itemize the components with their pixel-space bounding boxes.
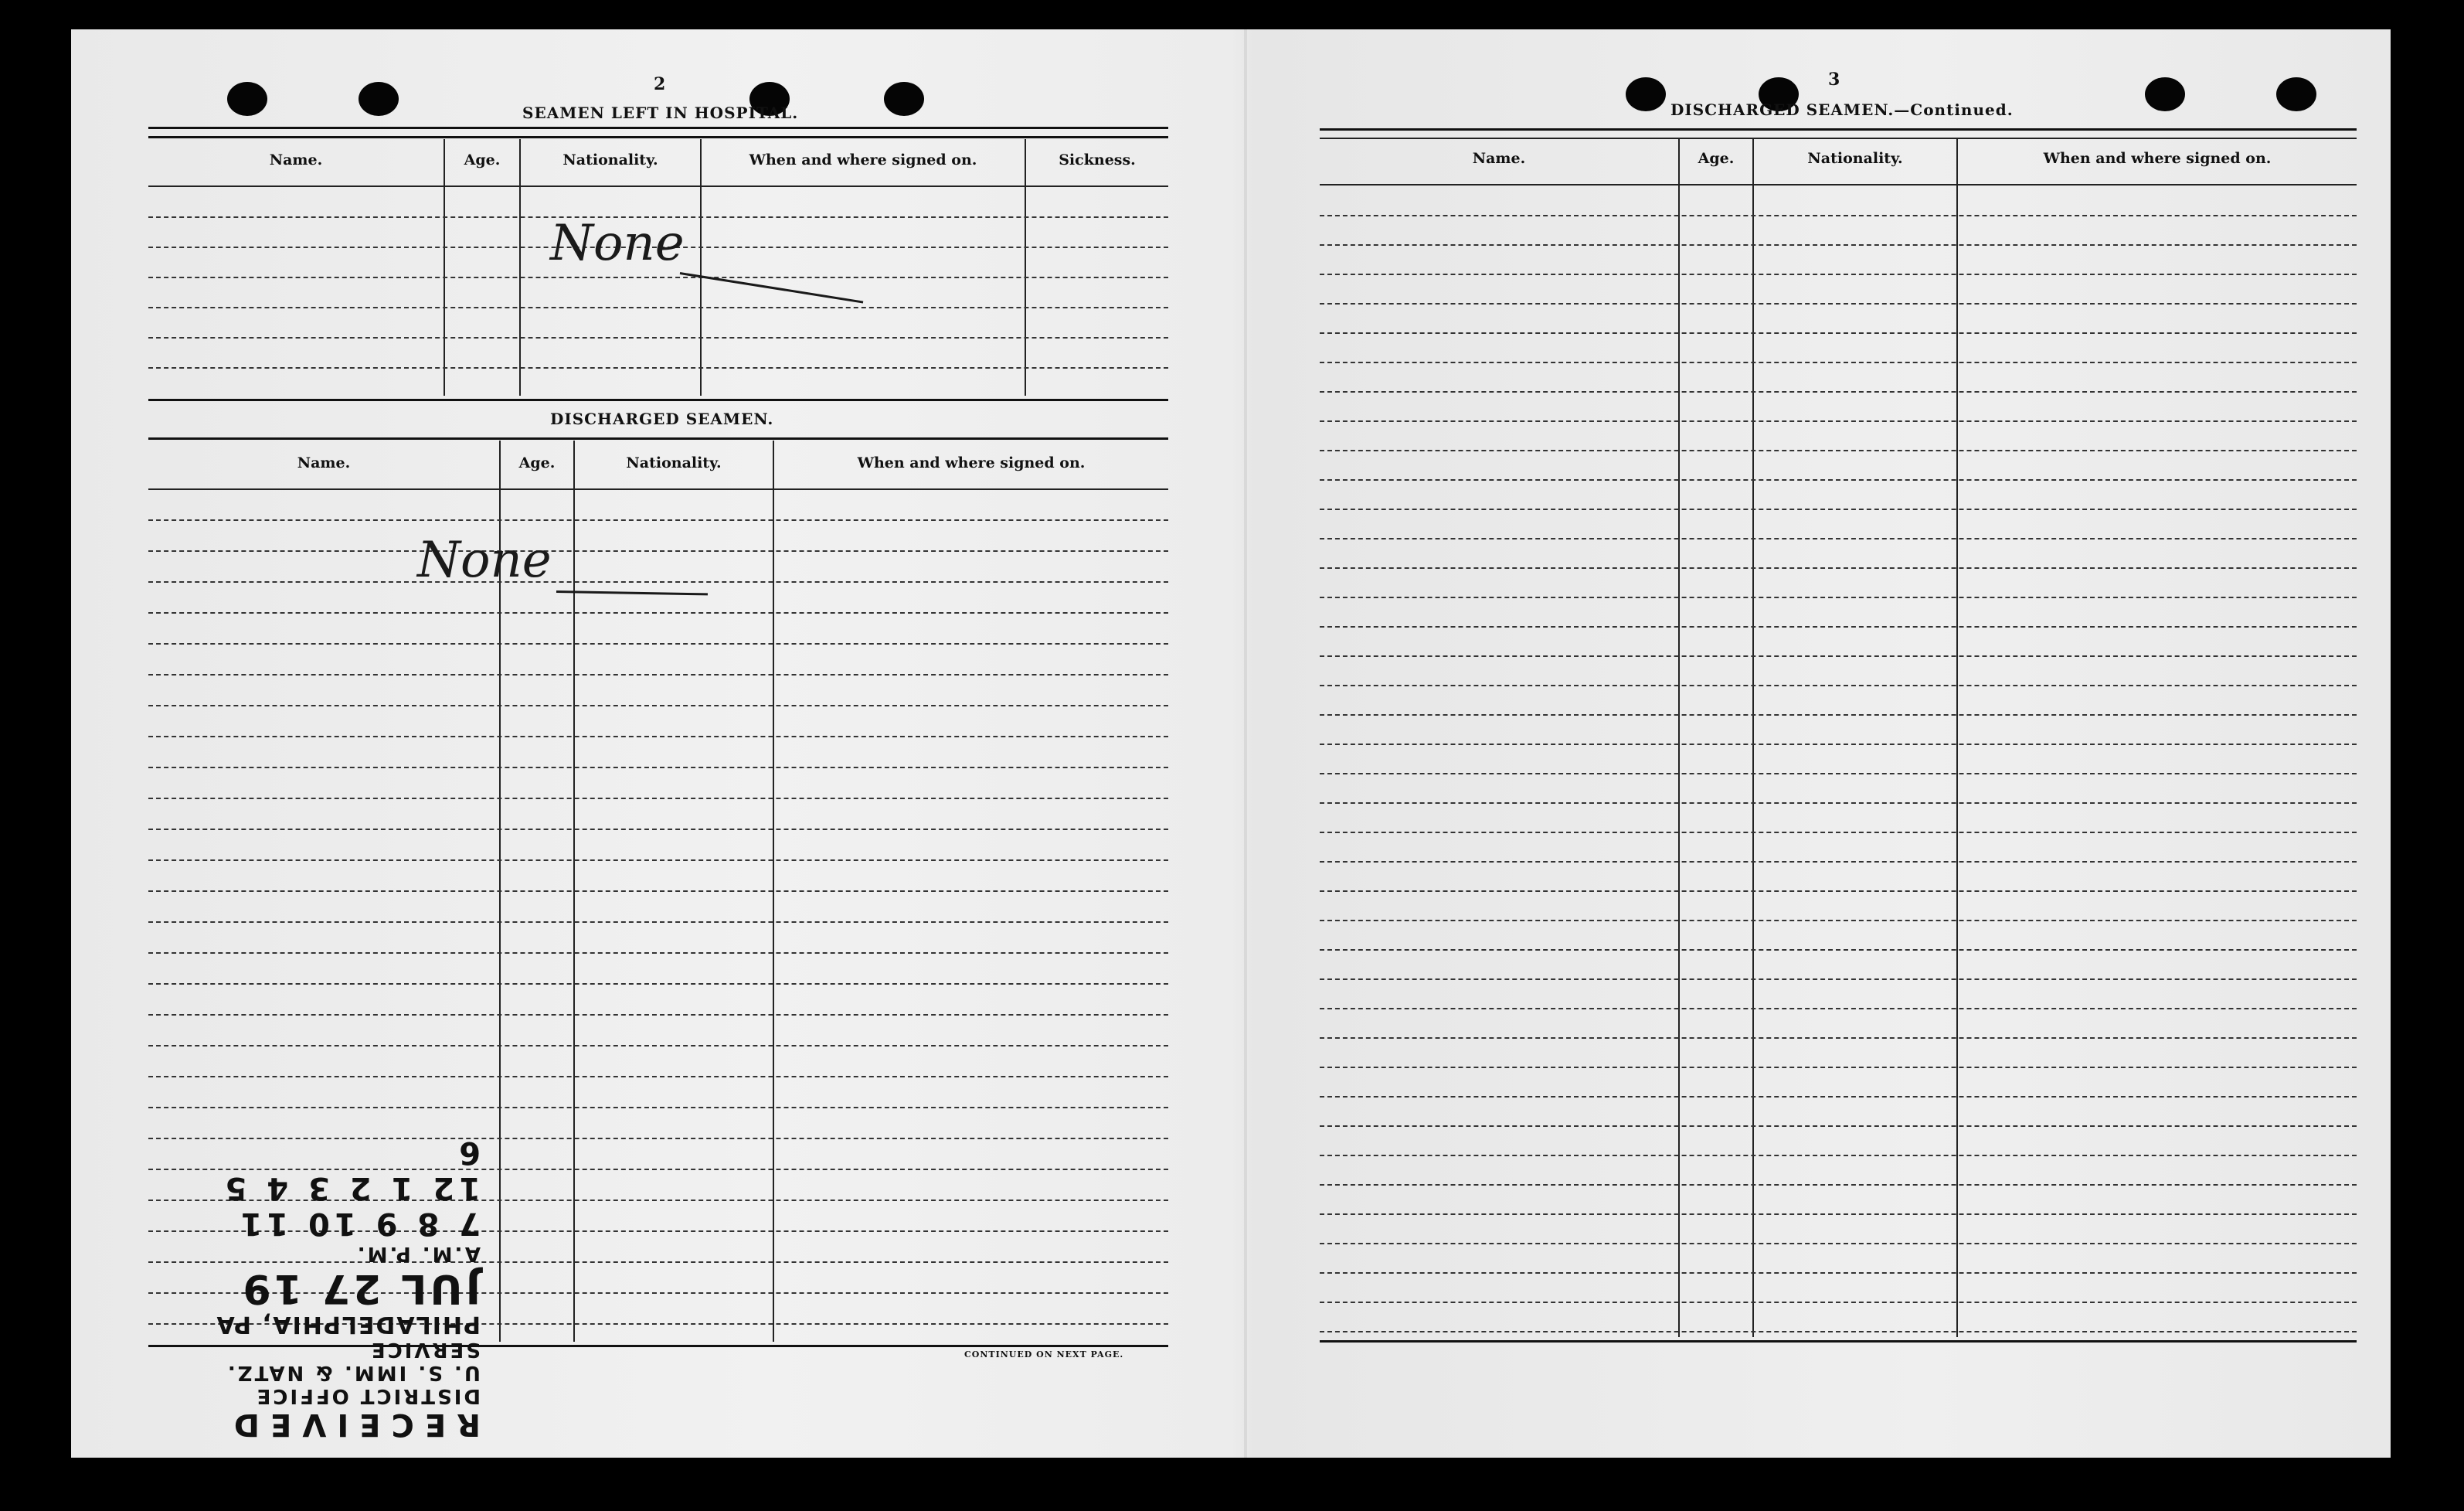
ruled-line <box>148 829 1168 830</box>
ruled-line <box>1320 949 2357 951</box>
ruled-line <box>1320 1184 2357 1186</box>
column-header-name: Name. <box>269 151 323 168</box>
punch-hole <box>884 82 924 116</box>
handwritten-entry: None <box>550 215 685 272</box>
ruled-line <box>148 581 1168 583</box>
ruled-line <box>1320 655 2357 657</box>
column-header-name: Name. <box>297 454 351 471</box>
ruled-line <box>1320 1302 2357 1303</box>
ruled-line <box>1320 597 2357 598</box>
ruled-line <box>1320 714 2357 716</box>
stamp-clock: 7 8 9 10 11 12 1 2 3 4 5 6 <box>220 1135 481 1241</box>
ruled-line <box>1320 215 2357 216</box>
column-header-signed-on: When and where signed on. <box>749 151 977 168</box>
column-header-signed-on: When and where signed on. <box>2043 150 2272 167</box>
punch-hole <box>2276 77 2316 111</box>
ruled-line <box>148 612 1168 614</box>
column-divider <box>700 139 702 396</box>
handwritten-entry: None <box>417 532 552 589</box>
continued-note: CONTINUED ON NEXT PAGE. <box>964 1349 1124 1360</box>
ruled-line <box>1320 244 2357 246</box>
page-number: 3 <box>1828 70 1840 90</box>
ruled-line <box>1320 1213 2357 1215</box>
page-number: 2 <box>654 74 666 94</box>
ruled-line <box>148 1045 1168 1046</box>
ruled-line <box>1320 509 2357 510</box>
ruled-line <box>148 1014 1168 1016</box>
ruled-line <box>148 736 1168 737</box>
ruled-line <box>148 983 1168 985</box>
column-header-nationality: Nationality. <box>626 454 722 471</box>
ruled-line <box>1320 391 2357 393</box>
ruled-line <box>1320 1272 2357 1274</box>
column-header-age: Age. <box>1698 150 1735 167</box>
ruled-line <box>148 798 1168 799</box>
section-rule <box>148 437 1168 440</box>
section-rule <box>148 399 1168 401</box>
stamp-date: JUL 27 19 <box>240 1264 481 1312</box>
column-header-age: Age. <box>518 454 556 471</box>
header-rule <box>1320 138 2357 139</box>
stamp-line: DISTRICT OFFICE <box>254 1383 481 1407</box>
ruled-line <box>1320 890 2357 892</box>
ruled-line <box>1320 274 2357 275</box>
page-fold <box>1244 29 1247 1458</box>
ruled-line <box>148 859 1168 861</box>
ruled-line <box>148 367 1168 369</box>
column-header-sickness: Sickness. <box>1059 151 1136 168</box>
ruled-line <box>1320 861 2357 863</box>
ruled-line <box>1320 420 2357 422</box>
ruled-line <box>1320 1096 2357 1098</box>
table-header-rule <box>148 488 1168 490</box>
ruled-line <box>148 643 1168 645</box>
ruled-line <box>148 519 1168 521</box>
column-divider <box>1025 139 1026 396</box>
ruled-line <box>1320 1125 2357 1127</box>
column-header-nationality: Nationality. <box>1807 150 1903 167</box>
received-stamp <box>202 1135 481 1442</box>
ruled-line <box>1320 479 2357 481</box>
ruled-line <box>1320 685 2357 686</box>
column-header-signed-on: When and where signed on. <box>857 454 1086 471</box>
ruled-line <box>1320 773 2357 774</box>
table-header-rule <box>148 185 1168 187</box>
ruled-line <box>1320 538 2357 539</box>
bottom-rule <box>1320 1340 2357 1343</box>
column-header-nationality: Nationality. <box>562 151 658 168</box>
ruled-line <box>1320 978 2357 980</box>
ruled-line <box>1320 567 2357 569</box>
ruled-line <box>1320 832 2357 833</box>
ruled-line <box>1320 744 2357 745</box>
top-rule <box>148 127 1168 129</box>
column-divider <box>444 139 445 396</box>
ruled-line <box>148 674 1168 676</box>
ruled-line <box>1320 1331 2357 1332</box>
ruled-line <box>1320 626 2357 628</box>
stamp-line: U. S. IMM. & NATZ. SERVICE <box>225 1338 481 1384</box>
ruled-line <box>148 890 1168 892</box>
ruled-line <box>148 1076 1168 1077</box>
ruled-line <box>1320 920 2357 921</box>
column-divider <box>1956 139 1958 1337</box>
ruled-line <box>148 277 1168 278</box>
table-header-rule <box>1320 184 2357 185</box>
ruled-line <box>148 1107 1168 1108</box>
discharged-section-title: DISCHARGED SEAMEN. <box>550 410 774 428</box>
punch-hole <box>359 82 399 116</box>
ruled-line <box>148 705 1168 706</box>
ruled-line <box>148 921 1168 923</box>
ruled-line <box>1320 1155 2357 1156</box>
column-header-age: Age. <box>464 151 501 168</box>
column-header-name: Name. <box>1472 150 1526 167</box>
column-divider <box>1678 139 1680 1337</box>
column-divider <box>1752 139 1754 1337</box>
ruled-line <box>148 550 1168 552</box>
ruled-line <box>1320 1243 2357 1244</box>
ruled-line <box>148 952 1168 954</box>
ruled-line <box>148 307 1168 308</box>
punch-hole <box>1626 77 1666 111</box>
column-divider <box>519 139 521 396</box>
ruled-line <box>1320 450 2357 451</box>
top-rule <box>1320 128 2357 131</box>
ruled-line <box>1320 362 2357 363</box>
header-rule <box>148 136 1168 138</box>
ruled-line <box>1320 1067 2357 1068</box>
stamp-ampm: A.M. P.M. <box>355 1241 481 1265</box>
discharged-continued-title: DISCHARGED SEAMEN.—Continued. <box>1670 100 2014 119</box>
ruled-line <box>148 767 1168 768</box>
stamp-line: RECEIVED <box>223 1406 481 1442</box>
ruled-line <box>1320 1008 2357 1009</box>
stamp-line: PHILADELPHIA, PA <box>215 1311 481 1339</box>
hospital-section-title: SEAMEN LEFT IN HOSPITAL. <box>522 104 799 122</box>
ruled-line <box>1320 303 2357 305</box>
ruled-line <box>1320 332 2357 334</box>
ruled-line <box>1320 1037 2357 1039</box>
ruled-line <box>148 337 1168 339</box>
ruled-line <box>1320 802 2357 804</box>
punch-hole <box>227 82 267 116</box>
punch-hole <box>2145 77 2185 111</box>
